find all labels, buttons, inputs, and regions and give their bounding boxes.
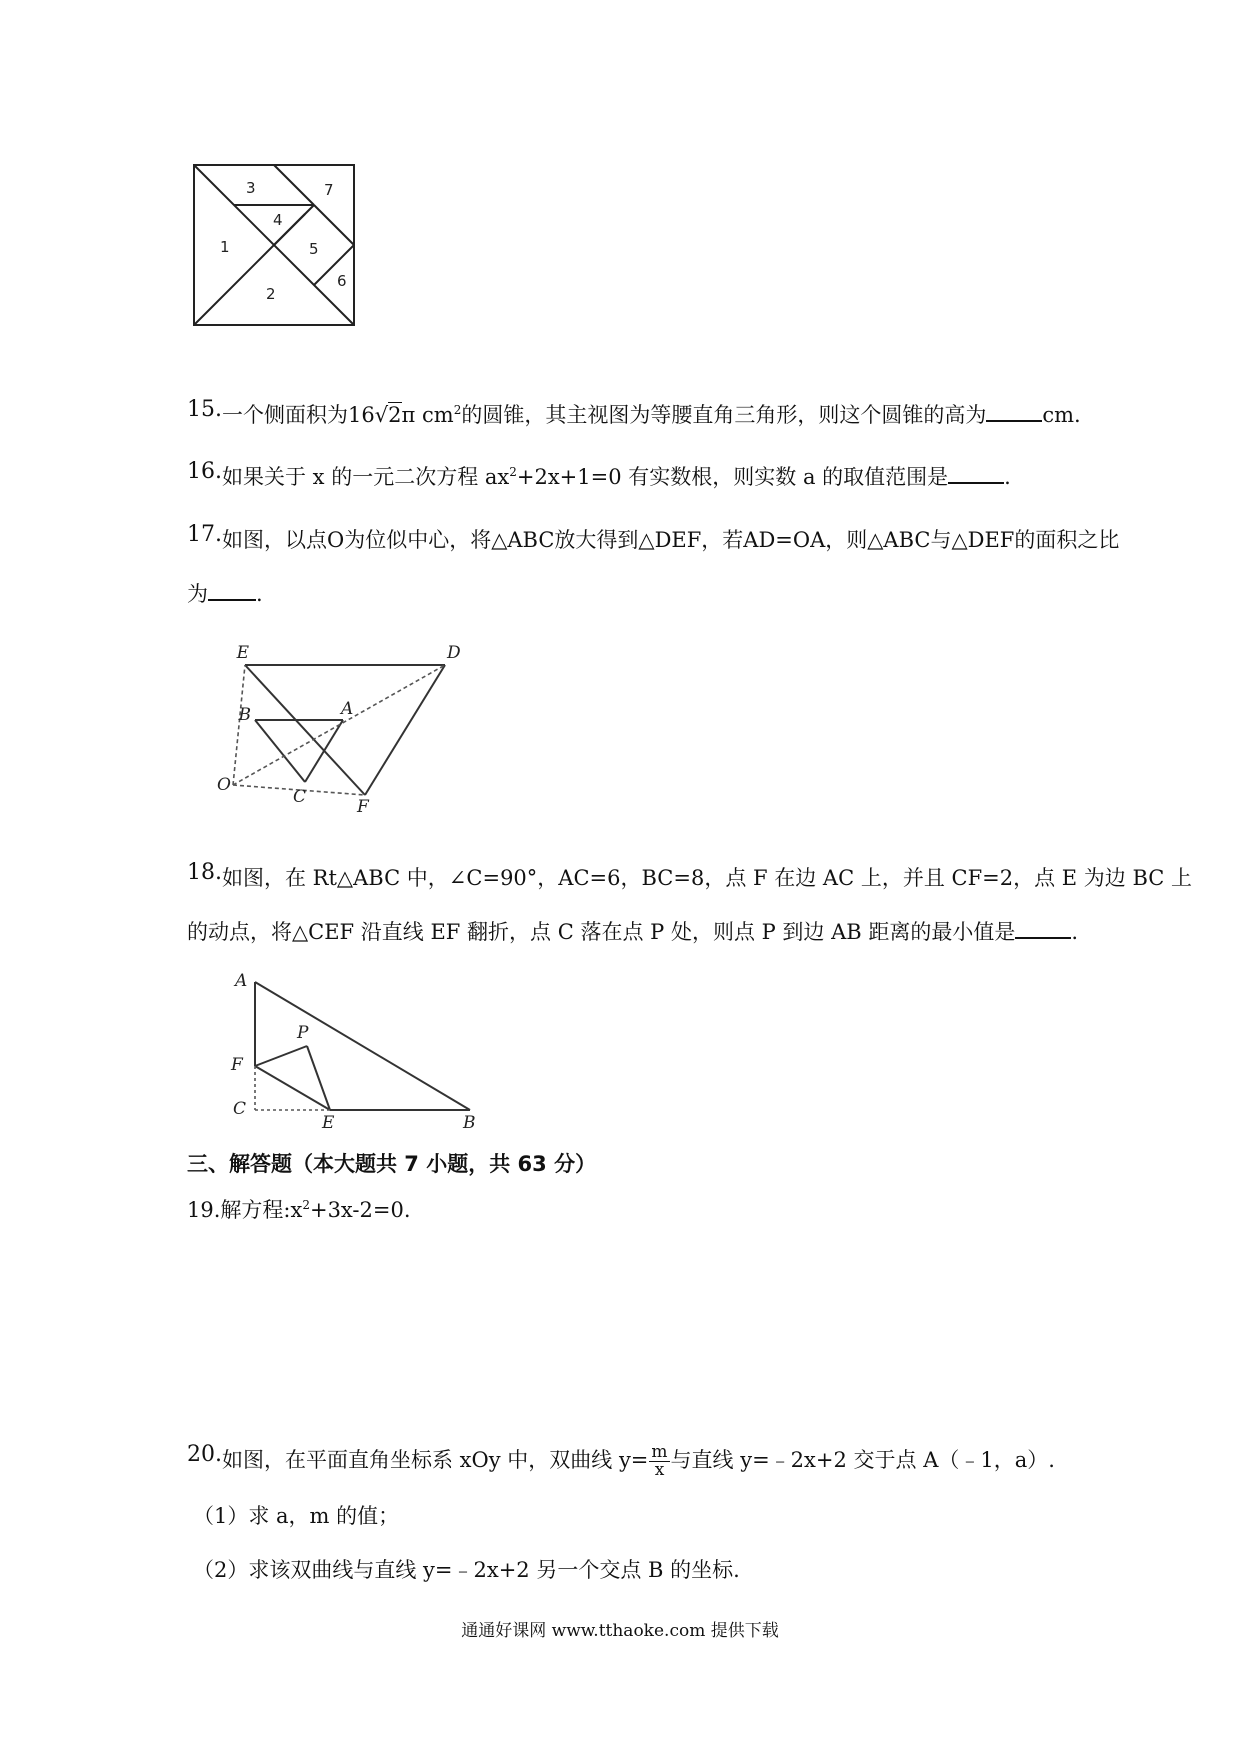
right-triangle-figure <box>225 966 477 1136</box>
tangram-label: 6 <box>337 272 347 290</box>
point-label-B: B <box>463 1113 476 1133</box>
question-number: 17. <box>187 522 222 547</box>
point-label-A: A <box>235 971 248 991</box>
similar-triangles-figure <box>215 640 475 822</box>
sqrt-symbol: √ <box>374 403 389 427</box>
question-number: 15. <box>187 397 222 422</box>
tangram-label: 5 <box>309 240 319 258</box>
tangram-label: 3 <box>246 179 256 197</box>
question-number: 18. <box>187 860 222 885</box>
point-label-B: B <box>238 705 251 725</box>
question-number: 20. <box>187 1442 222 1467</box>
point-label-C: C <box>293 787 307 807</box>
question-20: 20.如图，在平面直角坐标系 xOy 中，双曲线 y= $\frac{m}{x}$ 与直线 y=﹣2x+2 交于点 A（﹣1，a）. <box>187 1442 1055 1480</box>
answer-blank <box>948 464 1004 484</box>
point-label-A: A <box>341 699 354 719</box>
question-number: 16. <box>187 459 222 484</box>
point-label-C: C <box>233 1099 247 1119</box>
page-footer: 通通好课网 www.tthaoke.com 提供下载 <box>461 1621 779 1641</box>
tangram-label: 2 <box>266 285 276 303</box>
question-20-part2: （2）求该双曲线与直线 y=﹣2x+2 另一个交点 B 的坐标. <box>193 1558 740 1582</box>
answer-blank <box>986 402 1042 422</box>
question-20-part1: （1）求 a，m 的值； <box>193 1504 400 1528</box>
point-label-O: O <box>217 775 231 795</box>
answer-blank <box>208 581 256 601</box>
point-label-D: D <box>447 643 461 663</box>
point-label-E: E <box>236 643 249 663</box>
tangram-label: 7 <box>324 181 334 199</box>
question-15: 15.一个侧面积为16√2π $cm^2$的圆锥，其主视图为等腰直角三角形，则这个圆锥的高为 cm. <box>187 397 1081 427</box>
point-label-P: P <box>297 1023 309 1043</box>
point-label-E: E <box>322 1113 335 1133</box>
question-17-line1: 17.如图，以点O为位似中心，将△ABC放大得到△DEF，若AD=OA，则△ABC与△DEF的面积之比 <box>187 522 1120 552</box>
point-label-F: F <box>231 1055 243 1075</box>
tangram-label: 4 <box>273 211 283 229</box>
question-19: 19.解方程$:x^2+3x-2=0$. <box>187 1198 411 1222</box>
tangram-figure <box>190 162 360 330</box>
tangram-label: 1 <box>220 238 230 256</box>
fraction: $\frac{m}{x}$ <box>651 1442 668 1480</box>
point-label-F: F <box>357 797 369 817</box>
question-18-line2: 的动点，将△CEF 沿直线 EF 翻折，点 C 落在点 P 处，则点 P 到边 AB 距离的最小值是 . <box>187 920 1079 944</box>
question-16: 16.如果关于 x 的一元二次方程 $ax^2+2x+1=0$ 有实数根，则实数 a 的取值范围是 . <box>187 459 1011 489</box>
question-17-line2: 为 . <box>187 582 263 606</box>
question-number: 19. <box>187 1198 221 1222</box>
answer-blank <box>1015 919 1071 939</box>
question-18-line1: 18.如图，在 Rt△ABC 中，∠C=90°，AC=6，BC=8，点 F 在边 AC 上，并且 CF=2，点 E 为边 BC 上 <box>187 860 1193 890</box>
section-title: 三、解答题（本大题共 7 小题，共 63 分） <box>187 1152 597 1176</box>
